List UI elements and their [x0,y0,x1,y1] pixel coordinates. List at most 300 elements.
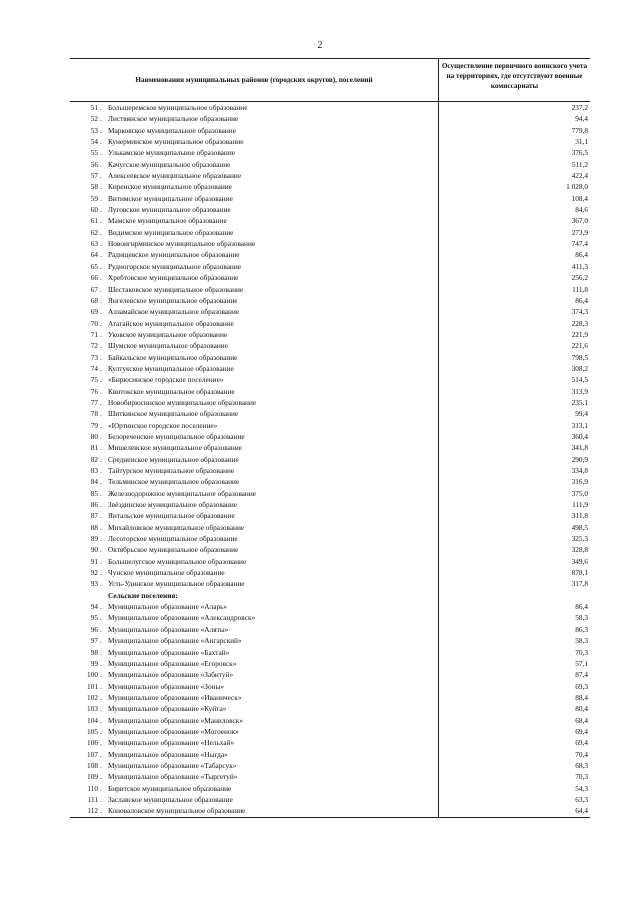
row-value: 798,5 [571,352,588,362]
row-separator: . [100,704,102,714]
table-row [70,227,590,238]
table-row [70,249,590,260]
row-number: 109 [87,772,98,782]
row-value: 498,5 [571,522,588,532]
row-value: 367,0 [571,216,588,226]
row-separator: . [100,386,102,396]
row-name: Новоигирминское муниципальное образование [108,239,256,249]
table-row [70,647,590,658]
row-number: 95 [90,613,98,623]
row-value: 63,3 [575,794,588,804]
table-row [70,420,590,431]
row-value: 1 028,0 [566,182,588,192]
row-name: Алексеевское муниципальное образование [108,171,242,181]
row-name: «Юртинское городское поселение» [108,420,218,430]
row-name: Муниципальное образование «Иваническ» [108,692,242,702]
table-row [70,612,590,623]
row-number: 67 [90,284,98,294]
row-value: 54,3 [575,783,588,793]
table-row [70,533,590,544]
row-separator: . [100,488,102,498]
row-name: Тайтурское муниципальное образование [108,466,235,475]
row-number: 81 [90,443,98,453]
row-value: 94,4 [575,114,588,124]
row-value: 317,8 [571,579,588,589]
row-number: 59 [90,193,98,203]
row-value: 316,9 [571,477,588,487]
row-separator: . [100,125,102,135]
row-separator: . [100,103,102,112]
row-value: 360,4 [571,431,588,441]
row-separator: . [100,148,102,158]
row-number: 108 [87,760,98,770]
row-value: 313,9 [571,386,588,396]
row-name: Чунское муниципальное образование [108,568,225,578]
row-separator: . [100,726,102,736]
row-name: Лесогорское муниципальное образование [108,534,238,544]
row-name: Усть-Удинское муниципальное образование [108,579,245,589]
row-separator: . [100,307,102,317]
row-separator: . [100,227,102,237]
table-row [70,318,590,329]
row-separator: . [100,613,102,623]
row-name: Муниципальное образование «Забитуй» [108,670,234,680]
table-row [70,386,590,397]
row-number [70,590,100,601]
row-number: 56 [90,159,98,169]
row-separator: . [100,500,102,510]
row-value: 328,8 [571,545,588,555]
row-separator: . [100,738,102,748]
row-separator [100,590,108,601]
row-value: 228,3 [571,318,588,328]
row-number: 101 [87,681,98,691]
table-row [70,522,590,533]
row-value: 86,4 [575,295,588,305]
row-separator: . [100,647,102,657]
row-separator: . [100,239,102,249]
row-separator: . [100,602,102,612]
table-row [70,601,590,612]
row-separator: . [100,182,102,192]
row-name: Уковское муниципальное образование [108,329,228,339]
table-row [70,465,590,476]
row-separator: . [100,715,102,725]
row-value: 64,4 [575,806,588,816]
row-number: 79 [90,420,98,430]
row-separator: . [100,658,102,668]
row-number: 80 [90,431,98,441]
row-value: 235,1 [571,397,588,407]
row-separator: . [100,760,102,770]
row-name: Муниципальное образование «Ангарский» [108,636,242,646]
table-row [70,783,590,794]
row-name: Новобирюсинское муниципальное образование [108,397,257,407]
row-name: «Бирюсинское городское поселение» [108,375,224,385]
row-number: 57 [90,171,98,181]
row-value: 411,3 [571,261,588,271]
table-row [70,476,590,487]
row-separator: . [100,205,102,215]
row-value [438,590,590,601]
row-number: 104 [87,715,98,725]
row-separator: . [100,794,102,804]
table-row [70,624,590,635]
row-number: 91 [90,556,98,566]
row-name: Байкальское муниципальное образование [108,352,238,362]
row-number: 94 [90,602,98,612]
row-number: 66 [90,273,98,283]
table-row [70,749,590,760]
row-name: Муниципальное образование «Ныгда» [108,749,228,759]
row-number: 83 [90,466,98,475]
row-value: 70,3 [575,647,588,657]
row-separator: . [100,545,102,555]
table-row [70,544,590,555]
table-row [70,238,590,249]
row-number: 60 [90,205,98,215]
row-value: 878,1 [571,568,588,578]
row-separator: . [100,216,102,226]
row-name: Шестаковское муниципальное образование [108,284,244,294]
table-row [70,272,590,283]
table-row [70,408,590,419]
row-name: Хребтовское муниципальное образование [108,273,239,283]
row-number: 100 [87,670,98,680]
row-value: 31,1 [575,137,588,147]
row-separator: . [100,636,102,646]
header-name-column: Наименования муниципальных районов (городских округов), поселений [135,76,373,84]
row-value: 58,3 [575,636,588,646]
row-name: Биритское муниципальное образование [108,783,232,793]
row-value: 87,4 [575,670,588,680]
row-separator: . [100,681,102,691]
row-name: Марковское муниципальное образование [108,125,236,135]
table-row [70,159,590,170]
row-value: 221,6 [571,341,588,351]
table-row [70,681,590,692]
row-name: Рудногорское муниципальное образование [108,261,241,271]
row-separator: . [100,749,102,759]
row-separator: . [100,431,102,441]
table-row [70,488,590,499]
row-value: 374,3 [571,307,588,317]
row-value: 111,8 [572,284,588,294]
row-separator: . [100,397,102,407]
row-separator: . [100,137,102,147]
row-name: Мамское муниципальное образование [108,216,227,226]
row-separator: . [100,261,102,271]
table-row [70,284,590,295]
row-number: 55 [90,148,98,158]
row-value: 237,2 [571,103,588,112]
table-row [70,726,590,737]
row-value: 69,4 [575,738,588,748]
table-row [70,556,590,567]
row-name: Муниципальное образование «Куйта» [108,704,227,714]
row-number: 110 [87,783,98,793]
row-number: 93 [90,579,98,589]
column-divider [438,102,439,817]
row-name: Муниципальное образование «Зоны» [108,681,225,691]
row-value: 88,4 [575,692,588,702]
row-value: 57,1 [575,658,588,668]
row-value: 70,4 [575,749,588,759]
row-value: 349,6 [571,556,588,566]
row-separator: . [100,352,102,362]
row-number: 103 [87,704,98,714]
row-value: 308,2 [571,363,588,373]
row-name: Муниципальное образование «Тыргетуй» [108,772,238,782]
row-number: 82 [90,454,98,464]
row-value: 313,1 [571,420,588,430]
row-name: Звёздинское муниципальное образование [108,500,237,510]
row-name: Муниципальное образование «Аларь» [108,602,228,612]
row-value: 86,4 [575,250,588,260]
row-name: Атагайское муниципальное образование [108,318,234,328]
row-value: 747,4 [571,239,588,249]
row-separator: . [100,670,102,680]
row-separator: . [100,375,102,385]
row-separator: . [100,692,102,702]
table-row [70,431,590,442]
row-name: Михайловское муниципальное образование [108,522,245,532]
row-value: 68,4 [575,715,588,725]
row-separator: . [100,624,102,634]
row-name: Коноваловское муниципальное образование [108,806,246,816]
table-row [70,102,590,113]
row-number: 72 [90,341,98,351]
row-name: Киренское муниципальное образование [108,182,232,192]
row-value: 779,8 [571,125,588,135]
row-number: 111 [87,794,98,804]
table-row [70,760,590,771]
row-number: 89 [90,534,98,544]
row-value: 84,6 [575,205,588,215]
row-value: 111,9 [572,500,588,510]
row-number: 54 [90,137,98,147]
row-name: Муниципальное образование «Александровск» [108,613,256,623]
row-number: 98 [90,647,98,657]
row-value: 68,3 [575,760,588,770]
row-separator: . [100,273,102,283]
table-row [70,578,590,589]
row-name: Янгелевское муниципальное образование [108,295,238,305]
row-value: 422,4 [571,171,588,181]
row-number: 62 [90,227,98,237]
row-separator: . [100,454,102,464]
row-separator: . [100,443,102,453]
row-value: 99,4 [575,409,588,419]
row-name: Янтальское муниципальное образование [108,511,235,521]
row-name: Большеремское муниципальное образование [108,103,248,112]
row-number: 52 [90,114,98,124]
row-name: Витимское муниципальное образование [108,193,233,203]
table-row [70,125,590,136]
row-number: 97 [90,636,98,646]
table-row [70,295,590,306]
row-name: Октябрьское муниципальное образование [108,545,239,555]
row-value: 70,3 [575,772,588,782]
row-number: 77 [90,397,98,407]
row-value: 334,8 [571,466,588,475]
table-row [70,805,590,816]
row-value: 290,9 [571,454,588,464]
row-number: 75 [90,375,98,385]
row-separator: . [100,772,102,782]
row-name: Муниципальное образование «Егоровск» [108,658,237,668]
table-row [70,204,590,215]
row-name: Муниципальное образование «Бахтай» [108,647,230,657]
row-separator: . [100,477,102,487]
table-row [70,136,590,147]
row-name: Луговское муниципальное образование [108,205,231,215]
row-name: Средненское муниципальное образование [108,454,239,464]
row-name: Квитокское муниципальное образование [108,386,235,396]
row-name: Видимское муниципальное образование [108,227,234,237]
row-number: 112 [87,806,98,816]
table-row [70,306,590,317]
table-row [70,147,590,158]
row-name: Култукское муниципальное образование [108,363,234,373]
row-separator: . [100,171,102,181]
row-number: 69 [90,307,98,317]
allocation-table [70,58,590,818]
row-name: Тельминское муниципальное образование [108,477,240,487]
table-row [70,374,590,385]
row-separator: . [100,341,102,351]
row-name: Радищевское муниципальное образование [108,250,240,260]
page-number: 2 [317,40,323,51]
row-number: 87 [90,511,98,521]
table-row [70,329,590,340]
row-separator: . [100,806,102,816]
table-row [70,510,590,521]
row-value: 273,9 [571,227,588,237]
table-row [70,567,590,578]
row-separator: . [100,511,102,521]
row-number: 78 [90,409,98,419]
row-name: Шиткинское муниципальное образование [108,409,239,419]
row-number: 76 [90,386,98,396]
row-name: Кунерминское муниципальное образование [108,137,244,147]
table-row [70,692,590,703]
table-row [70,442,590,453]
table-row [70,715,590,726]
row-value: 221,9 [571,329,588,339]
table-row [70,113,590,124]
row-number: 92 [90,568,98,578]
row-value: 514,5 [571,375,588,385]
row-value: 256,2 [571,273,588,283]
row-name: Шумское муниципальное образование [108,341,228,351]
row-separator: . [100,534,102,544]
row-number: 73 [90,352,98,362]
row-separator: . [100,556,102,566]
row-number: 84 [90,477,98,487]
row-separator: . [100,409,102,419]
row-number: 58 [90,182,98,192]
row-name: Алзамайское муниципальное образование [108,307,240,317]
table-row [70,703,590,714]
table-header [70,58,590,102]
row-number: 51 [90,103,98,112]
row-number: 107 [87,749,98,759]
table-row [70,181,590,192]
row-name: Заславское муниципальное образование [108,794,233,804]
row-number: 105 [87,726,98,736]
table-row [70,658,590,669]
table-row [70,215,590,226]
row-value: 341,8 [571,443,588,453]
row-number: 88 [90,522,98,532]
table-row [70,340,590,351]
row-name: Муниципальное образование «Табарсук» [108,760,237,770]
row-number: 65 [90,261,98,271]
row-value: 80,4 [575,704,588,714]
row-number: 96 [90,624,98,634]
row-name: Листвянское муниципальное образование [108,114,239,124]
row-number: 68 [90,295,98,305]
table-row [70,193,590,204]
row-name: Белореченское муниципальное образование [108,431,245,441]
row-separator: . [100,114,102,124]
row-number: 102 [87,692,98,702]
row-number: 106 [87,738,98,748]
table-row [70,261,590,272]
table-row [70,635,590,646]
row-number: 70 [90,318,98,328]
row-value: 69,3 [575,681,588,691]
row-name: Улькамское муниципальное образование [108,148,235,158]
table-row [70,737,590,748]
table-row [70,794,590,805]
row-value: 69,4 [575,726,588,736]
row-separator: . [100,329,102,339]
row-value: 58,3 [575,613,588,623]
row-separator: . [100,579,102,589]
row-name: Сельские поселения: [108,590,178,600]
row-name: Железнодорожное муниципальное образование [108,488,256,498]
table-row [70,771,590,782]
row-separator: . [100,193,102,203]
table-row [70,397,590,408]
row-value: 376,5 [571,148,588,158]
table-row [70,170,590,181]
row-value: 86,4 [575,602,588,612]
row-separator: . [100,783,102,793]
row-separator: . [100,318,102,328]
row-number: 99 [90,658,98,668]
row-separator: . [100,159,102,169]
row-number: 71 [90,329,98,339]
row-value: 86,3 [575,624,588,634]
row-value: 375,0 [571,488,588,498]
table-row [70,454,590,465]
row-name: Качугское муниципальное образование [108,159,231,169]
table-row [70,499,590,510]
row-separator: . [100,284,102,294]
section-heading-row [70,590,590,601]
row-name: Мишелевское муниципальное образование [108,443,242,453]
row-value: 325,3 [571,534,588,544]
row-value: 108,4 [571,193,588,203]
row-number: 53 [90,125,98,135]
row-name: Большелугское муниципальное образование [108,556,247,566]
table-body [70,102,590,818]
row-number: 74 [90,363,98,373]
row-number: 86 [90,500,98,510]
